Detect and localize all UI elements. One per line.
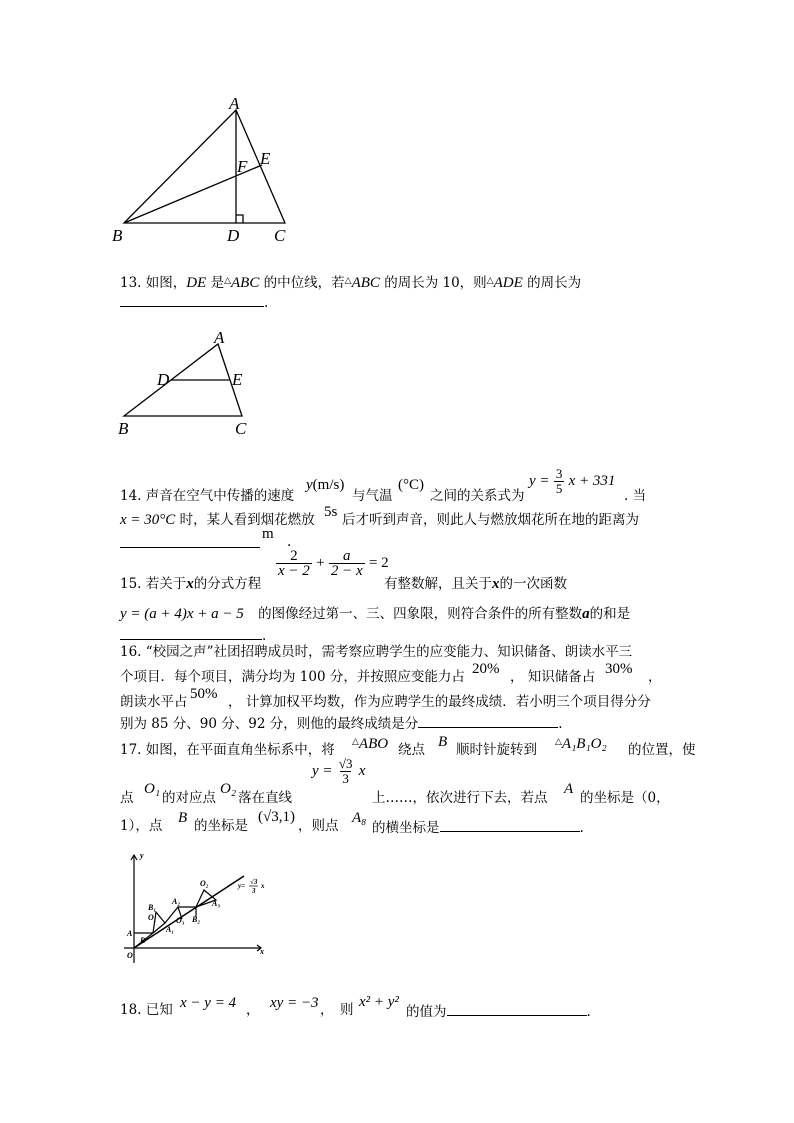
line-y-sqrt3-over-3-x	[134, 876, 244, 948]
q17-text-7-wrap	[238, 789, 292, 807]
q15-text-1: 若关于	[145, 576, 187, 592]
question-17-line-1	[120, 741, 335, 759]
question-17-line-3	[120, 817, 162, 835]
q17-text-8-wrap	[372, 789, 548, 807]
q17-b-wrap-2	[178, 809, 187, 827]
q14-text-4: . 当	[624, 488, 647, 504]
q16-answer-blank[interactable]	[418, 713, 558, 728]
q18-equation-2: xy = −3	[270, 995, 319, 1011]
q15-frac2-num: a	[342, 548, 351, 564]
label-b1: B₁	[148, 903, 157, 912]
figure-triangle-abc-altitude	[110, 92, 310, 247]
q17-bcoord-wrap	[258, 808, 295, 826]
label-f: F	[237, 157, 248, 176]
question-15-line-1	[120, 575, 261, 593]
q17-b-coordinate: (√3,1)	[258, 809, 295, 825]
q18-equation-1: x − y = 4	[180, 995, 237, 1011]
q17-text-3-wrap	[456, 741, 537, 759]
label-b-2: B	[118, 419, 129, 438]
q15-fraction-2	[329, 549, 365, 578]
q16-text-2b-wrap	[510, 668, 595, 686]
q18-text-1: 已知	[145, 1002, 173, 1018]
q14-text-1: 声音在空气中传播的速度	[145, 488, 295, 504]
q15-eq: = 2	[368, 555, 389, 571]
q16-pct2-wrap	[605, 660, 633, 678]
question-14-line-1	[120, 487, 294, 505]
q14-eq-left: y =	[529, 473, 550, 489]
q14-eq-right: x + 331	[568, 473, 616, 489]
q13-answer-line	[120, 292, 268, 312]
q15-answer-line	[120, 625, 266, 645]
q13-answer-blank[interactable]	[120, 292, 264, 307]
q17-abo-wrap	[352, 733, 388, 753]
q14-end: .	[287, 534, 292, 550]
q17-a: A	[564, 781, 574, 797]
q17-o2: O₂	[220, 781, 237, 797]
question-14-line-2	[120, 511, 315, 529]
q14-text-4-wrap	[624, 487, 646, 505]
q17-text-12-wrap	[298, 817, 339, 835]
q18-text-2: 则	[340, 1002, 354, 1018]
q16-percent-3: 50%	[190, 686, 218, 702]
label-a: A	[127, 929, 133, 938]
label-c-2: C	[235, 419, 247, 438]
q17-b: B	[438, 734, 448, 750]
figure-rotation-coordinate-plane	[120, 848, 280, 970]
label-a3: A₃	[212, 899, 221, 908]
q16-pct3-wrap	[190, 685, 218, 703]
q14-unit-m	[262, 525, 274, 543]
q18-eq1-wrap	[180, 994, 236, 1012]
q17-text-5: 点	[120, 790, 134, 806]
q16-text-4: 别为 85 分、90 分、92 分，则他的最终成绩是分	[120, 716, 419, 732]
q17-end: .	[579, 820, 584, 836]
q13-triangle-symbol-3: △	[486, 276, 494, 286]
q18-text-3-wrap	[406, 1001, 591, 1021]
label-d: D	[227, 226, 240, 245]
q13-triangle-symbol: △	[224, 276, 231, 286]
q14-unit: (m/s)	[312, 477, 345, 493]
q15-text-3-wrap	[384, 575, 567, 593]
q14-text-2: 与气温	[352, 488, 393, 504]
q18-eq2-wrap	[270, 994, 319, 1012]
q13-text-3: 的中位线，若	[263, 275, 345, 291]
q17-text-13-wrap	[372, 817, 584, 837]
question-15-line-2	[120, 605, 630, 623]
q17-text-11-wrap	[194, 817, 248, 835]
figure-midline-triangle	[110, 326, 270, 438]
q14-text-6-wrap	[342, 511, 639, 529]
question-16-line-3	[120, 693, 188, 711]
q17-text-6: 的对应点	[162, 790, 216, 806]
q17-line-fraction	[337, 757, 355, 786]
q17-text-7: 落在直线	[238, 790, 292, 806]
q13-abc: ABC	[231, 275, 260, 291]
q14-y: y	[306, 477, 313, 493]
q17-line-den: 3	[342, 771, 349, 786]
label-o: O	[127, 951, 133, 960]
q17-b-wrap	[438, 733, 447, 751]
q16-text-2a: 个项目．每个项目，满分均为 100 分，并按照应变能力占	[120, 669, 465, 685]
q17-text-4: 的位置，使	[628, 742, 696, 758]
q14-frac-num: 3	[555, 466, 563, 481]
q13-triangle-symbol-2: △	[344, 276, 352, 286]
q18-comma-1: ，	[246, 1002, 260, 1018]
q17-text-6-wrap	[162, 789, 216, 807]
q18-c1-wrap	[246, 1001, 260, 1019]
label-o2: O₂	[200, 879, 209, 888]
q17-triangle-symbol-2: △	[555, 737, 562, 747]
question-13	[120, 272, 581, 292]
line-label-num: √3	[250, 878, 258, 886]
q13-abc-2: ABC	[351, 275, 380, 291]
q13-text-5: 的周长为	[527, 275, 582, 291]
q17-a-wrap	[564, 780, 573, 798]
q17-text-11: 的坐标是	[194, 818, 248, 834]
q16-text-2b: ， 知识储备占	[510, 669, 596, 685]
q13-end: .	[264, 295, 269, 311]
question-16-line-2	[120, 668, 465, 686]
q18-text-2-wrap	[340, 1001, 354, 1019]
q16-percent-2: 30%	[605, 661, 633, 677]
q14-frac-den: 5	[555, 481, 563, 496]
q14-number: 14.	[120, 488, 142, 504]
q14-condition: x = 30°C	[120, 512, 176, 528]
q15-frac2-den: 2 − x	[330, 563, 363, 579]
q14-deg-wrap	[398, 476, 424, 494]
q17-a8: A₈	[352, 810, 367, 826]
q14-text-6: 后才听到声音，则此人与燃放烟花所在地的距离为	[342, 512, 639, 528]
line-label-left: y=	[238, 882, 246, 890]
q14-text-3: 之间的关系式为	[430, 488, 525, 504]
q15-fraction-1	[276, 549, 312, 578]
q16-text-2c-wrap	[648, 668, 662, 686]
q17-text-2: 绕点	[398, 742, 425, 758]
q17-text-10: 1），点	[120, 818, 163, 834]
q17-answer-blank[interactable]	[440, 817, 580, 832]
q18-expression: x² + y²	[359, 994, 399, 1010]
question-16-line-1	[120, 643, 632, 661]
label-a-2: A	[214, 328, 225, 347]
q14-answer-blank[interactable]	[120, 533, 260, 548]
q17-text-4-wrap	[628, 741, 696, 759]
label-c: C	[274, 226, 286, 245]
q14-text-3-wrap	[430, 487, 525, 505]
question-18	[120, 1001, 173, 1019]
label-a1: A₁	[166, 925, 175, 934]
label-b: B	[140, 936, 146, 945]
line-label-right: x	[261, 882, 265, 890]
label-e: E	[260, 149, 271, 168]
q17-o1: O₁	[144, 781, 161, 797]
right-angle-mark	[236, 215, 243, 223]
label-e-2: E	[232, 370, 243, 389]
q18-answer-blank[interactable]	[447, 1001, 587, 1016]
q15-answer-blank[interactable]	[120, 625, 262, 640]
q17-text-9-wrap	[580, 789, 670, 807]
q18-number: 18.	[120, 1002, 142, 1018]
q15-equation	[276, 549, 389, 578]
q15-frac1-num: 2	[290, 548, 298, 564]
q17-line-num: √3	[338, 756, 353, 771]
q14-answer-line	[120, 533, 260, 553]
q17-a1b1o2-wrap	[555, 733, 607, 753]
q18-c2-wrap	[320, 1001, 334, 1019]
label-b: B	[112, 226, 123, 245]
q17-text-12: ，则点	[298, 818, 339, 834]
label-b2: B₂	[192, 915, 201, 924]
q18-eq3-wrap	[359, 993, 399, 1011]
q14-time: 5s	[324, 504, 338, 520]
q18-comma-2: ，	[320, 1002, 334, 1018]
q13-number: 13.	[120, 275, 142, 291]
q15-frac1-den: x − 2	[278, 563, 310, 579]
q17-text-13: 的横坐标是	[372, 820, 440, 836]
q13-text-4: 的周长为 10，则	[384, 275, 487, 291]
q14-deg: (°C)	[398, 477, 424, 493]
q13-ade: ADE	[493, 275, 523, 291]
label-o3: O₃	[176, 916, 185, 925]
q17-number: 17.	[120, 742, 142, 758]
q13-text-2: 是	[210, 275, 225, 291]
q15-function: y = (a + 4)x + a − 5	[120, 606, 244, 622]
q17-text-8: 上……，依次进行下去，若点	[372, 790, 548, 806]
question-17-line-2	[120, 789, 134, 807]
q17-b-2: B	[178, 810, 188, 826]
q17-line-formula	[312, 757, 365, 786]
q17-text-2-wrap	[398, 741, 425, 759]
q15-plus: +	[316, 555, 325, 571]
q14-speed-symbol	[306, 476, 344, 494]
q17-text-1: 如图，在平面直角坐标系中，将	[145, 742, 335, 758]
label-y-axis: y	[140, 851, 144, 860]
q16-text-1: 16. “校园之声”社团招聘成员时，需考察应聘学生的应变能力、知识储备、朗读水平三	[120, 644, 633, 660]
q16-text-3b: ， 计算加权平均数，作为应聘学生的最终成绩．若小明三个项目得分分	[228, 694, 651, 710]
q15-text-5: 的图像经过第一、三、四象限，则符合条件的所有整数	[258, 606, 583, 622]
q13-de: DE	[186, 275, 207, 291]
label-a2: A₂	[172, 897, 181, 906]
q15-text-6: 的和是	[589, 606, 631, 622]
label-x-axis: x	[260, 947, 264, 956]
q18-end: .	[586, 1004, 591, 1020]
label-d-2: D	[157, 370, 170, 389]
q14-text-2-wrap	[352, 487, 393, 505]
q13-text-1: 如图，	[145, 275, 187, 291]
q14-text-5: 时，某人看到烟花燃放	[179, 512, 315, 528]
q15-x-2: x	[492, 576, 500, 592]
q14-time-wrap	[324, 503, 337, 521]
q17-line-right: x	[358, 763, 366, 779]
q16-percent-1: 20%	[472, 661, 500, 677]
q15-x: x	[186, 576, 194, 592]
q17-o1-wrap	[144, 780, 160, 798]
q15-text-3: 有整数解，且关于	[384, 576, 492, 592]
q17-a8-wrap	[352, 809, 366, 827]
q15-number: 15.	[120, 576, 142, 592]
q18-text-3: 的值为	[406, 1004, 447, 1020]
q16-text-2c: ，	[648, 669, 662, 685]
q17-text-9: 的坐标是（0，	[580, 790, 670, 806]
q14-formula	[529, 467, 615, 496]
q16-end: .	[558, 716, 563, 732]
label-o1: O₁	[148, 913, 157, 922]
q14-meter: m	[262, 526, 274, 542]
q17-triangle-symbol: △	[352, 737, 359, 747]
q17-o2-wrap	[220, 780, 236, 798]
q15-a: a	[582, 606, 590, 622]
q16-text-3a: 朗读水平占	[120, 694, 188, 710]
q15-text-2: 的分式方程	[193, 576, 262, 592]
q17-a1b1o2: A₁B₁O₂	[561, 736, 607, 752]
q16-pct1-wrap	[472, 660, 500, 678]
q17-text-3: 顺时针旋转到	[456, 742, 537, 758]
q15-text-4: 的一次函数	[499, 576, 567, 592]
q15-end: .	[262, 628, 267, 644]
label-a: A	[229, 94, 240, 113]
q14-fraction	[554, 467, 565, 496]
q17-abo: ABO	[358, 736, 389, 752]
q16-text-3b-wrap	[228, 693, 651, 711]
q17-line-left: y =	[312, 763, 333, 779]
question-16-line-4	[120, 713, 563, 733]
line-label-den: 3	[252, 887, 256, 895]
